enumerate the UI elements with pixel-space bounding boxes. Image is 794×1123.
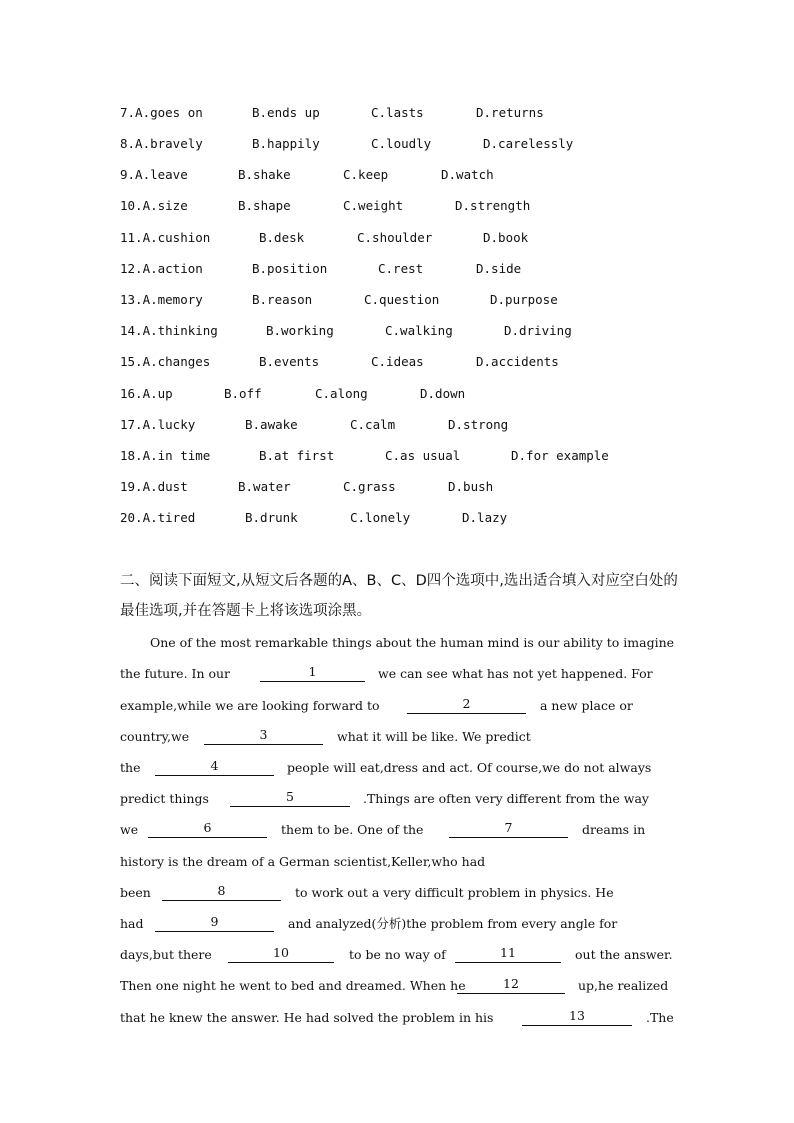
blank-6[interactable]: 6 bbox=[148, 819, 267, 838]
blank-13[interactable]: 13 bbox=[522, 1007, 632, 1026]
option-d: D.returns bbox=[476, 105, 544, 120]
option-d: D.for example bbox=[511, 448, 609, 463]
blank-11[interactable]: 11 bbox=[455, 944, 561, 963]
option-c: C.lonely bbox=[350, 510, 411, 525]
option-c: C.shoulder bbox=[357, 230, 433, 245]
passage-line: Then one night he went to bed and dreamed. When he 12 up,he realized bbox=[120, 976, 669, 993]
option-c: C.along bbox=[315, 386, 368, 401]
option-a: 18.A.in time bbox=[120, 448, 211, 463]
blank-4[interactable]: 4 bbox=[155, 757, 274, 776]
option-c: C.weight bbox=[343, 198, 404, 213]
option-d: D.strength bbox=[455, 198, 531, 213]
option-b: B.shake bbox=[238, 167, 291, 182]
blank-2[interactable]: 2 bbox=[407, 695, 526, 714]
option-d: D.carelessly bbox=[483, 136, 574, 151]
passage-line: that he knew the answer. He had solved the problem in his 13 .The bbox=[120, 1008, 674, 1025]
option-d: D.driving bbox=[504, 323, 572, 338]
option-a: 12.A.action bbox=[120, 261, 203, 276]
blank-5[interactable]: 5 bbox=[230, 788, 350, 807]
option-a: 20.A.tired bbox=[120, 510, 196, 525]
passage-line: days,but there 10 to be no way of 11 out the answer. bbox=[120, 945, 673, 962]
option-b: B.happily bbox=[252, 136, 320, 151]
option-c: C.ideas bbox=[371, 354, 424, 369]
option-d: D.bush bbox=[448, 479, 494, 494]
option-a: 13.A.memory bbox=[120, 292, 203, 307]
passage-line: One of the most remarkable things about the human mind is our ability to imagine bbox=[150, 635, 675, 650]
option-d: D.lazy bbox=[462, 510, 508, 525]
option-a: 16.A.up bbox=[120, 386, 173, 401]
option-d: D.watch bbox=[441, 167, 494, 182]
blank-12[interactable]: 12 bbox=[457, 975, 565, 994]
option-c: C.rest bbox=[378, 261, 424, 276]
option-b: B.desk bbox=[259, 230, 305, 245]
option-b: B.off bbox=[224, 386, 262, 401]
blank-7[interactable]: 7 bbox=[449, 819, 568, 838]
option-d: D.accidents bbox=[476, 354, 559, 369]
option-d: D.book bbox=[483, 230, 529, 245]
option-c: C.grass bbox=[343, 479, 396, 494]
option-a: 8.A.bravely bbox=[120, 136, 203, 151]
option-d: D.strong bbox=[448, 417, 509, 432]
option-b: B.awake bbox=[245, 417, 298, 432]
option-a: 17.A.lucky bbox=[120, 417, 196, 432]
option-a: 9.A.leave bbox=[120, 167, 188, 182]
option-b: B.water bbox=[238, 479, 291, 494]
passage-line: the future. In our 1 we can see what has not yet happened. For bbox=[120, 664, 653, 681]
option-b: B.shape bbox=[238, 198, 291, 213]
option-a: 11.A.cushion bbox=[120, 230, 211, 245]
option-b: B.at first bbox=[259, 448, 335, 463]
passage-line: been 8 to work out a very difficult problem in physics. He bbox=[120, 883, 614, 900]
option-a: 14.A.thinking bbox=[120, 323, 218, 338]
blank-10[interactable]: 10 bbox=[228, 944, 334, 963]
passage-line: example,while we are looking forward to 2 a new place or bbox=[120, 696, 633, 713]
passage-line: the 4 people will eat,dress and act. Of course,we do not always bbox=[120, 758, 652, 775]
passage-line: predict things 5 .Things are often very different from the way bbox=[120, 789, 649, 806]
option-c: C.lasts bbox=[371, 105, 424, 120]
option-c: C.question bbox=[364, 292, 440, 307]
blank-9[interactable]: 9 bbox=[155, 913, 274, 932]
option-d: D.down bbox=[420, 386, 466, 401]
blank-8[interactable]: 8 bbox=[162, 882, 281, 901]
option-c: C.walking bbox=[385, 323, 453, 338]
section-title: 二、阅读下面短文,从短文后各题的A、B、C、D四个选项中,选出适合填入对应空白处的最佳选项,并在答题卡上将该选项涂黑。 bbox=[120, 573, 678, 619]
option-b: B.events bbox=[259, 354, 320, 369]
passage-line: country,we 3 what it will be like. We predict bbox=[120, 727, 531, 744]
option-b: B.working bbox=[266, 323, 334, 338]
option-b: B.drunk bbox=[245, 510, 298, 525]
option-b: B.position bbox=[252, 261, 328, 276]
option-b: B.ends up bbox=[252, 105, 320, 120]
option-c: C.keep bbox=[343, 167, 389, 182]
option-a: 19.A.dust bbox=[120, 479, 188, 494]
option-d: D.purpose bbox=[490, 292, 558, 307]
passage-line: history is the dream of a German scientist,Keller,who had bbox=[120, 854, 486, 869]
option-a: 7.A.goes on bbox=[120, 105, 203, 120]
option-d: D.side bbox=[476, 261, 522, 276]
option-b: B.reason bbox=[252, 292, 313, 307]
option-c: C.loudly bbox=[371, 136, 432, 151]
blank-3[interactable]: 3 bbox=[204, 726, 323, 745]
passage-line: had 9 and analyzed(分析)the problem from every angle for bbox=[120, 914, 618, 931]
passage-line: we 6 them to be. One of the 7 dreams in bbox=[120, 820, 646, 837]
blank-1[interactable]: 1 bbox=[260, 663, 365, 682]
option-c: C.calm bbox=[350, 417, 396, 432]
option-a: 15.A.changes bbox=[120, 354, 211, 369]
option-a: 10.A.size bbox=[120, 198, 188, 213]
option-c: C.as usual bbox=[385, 448, 461, 463]
